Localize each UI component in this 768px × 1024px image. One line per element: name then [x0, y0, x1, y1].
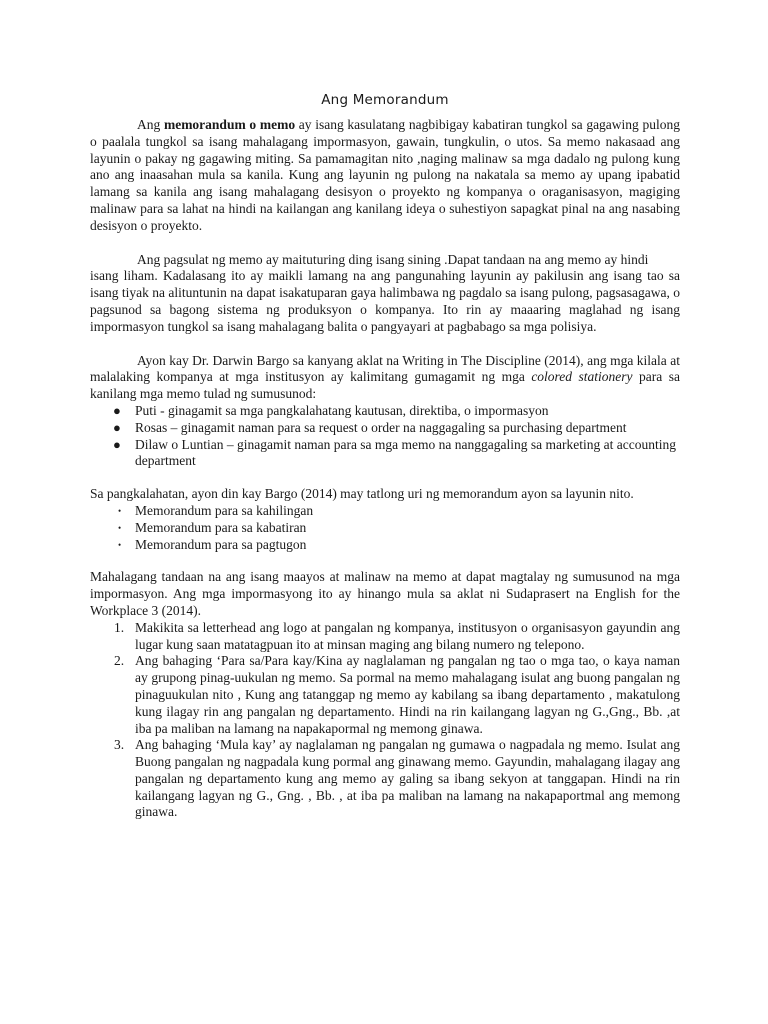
- list-number: 1.: [114, 619, 125, 635]
- list-item-text: Memorandum para sa kahilingan: [135, 502, 314, 518]
- page-title: Ang Memorandum: [321, 92, 449, 108]
- paragraph-information: Mahalagang tandaan na ang isang maayos at malinaw na memo at dapat magtalay ng sumusunod na mga impormasyon. Ang mga impormasyong ito ay hinango mula sa aklat ni Sudaprasert na English for the Workplace 3 (2014).: [90, 569, 680, 618]
- bullet-icon: ●: [113, 436, 121, 452]
- term-colored-stationery: colored stationery: [531, 369, 633, 385]
- bullet-icon: •: [118, 505, 122, 516]
- bullet-icon: •: [118, 522, 122, 533]
- types-list: [90, 503, 680, 553]
- list-item-text: Ang bahaging ‘Para sa/Para kay/Kina ay naglalaman ng pangalan ng tao o mga tao, o kaya naman ay grupong pinag-uukulan ng memo. Sa pormal na memo mahalagang isulat ang buong pangalan ng pinaguukulan nito , Kung ang tatanggap ng memo ay kabilang sa ibang departamento , makatulong kung ilagay rin ang pangalan ng departamento. Hindi na rin kailangang lagyan ng G.,Gng., Bb. ,at iba pa maliban na lamang na napakapormal ng memong ginawa.: [135, 653, 680, 736]
- steps-list: [90, 620, 680, 822]
- list-item-text: Ang bahaging ‘Mula kay’ ay naglalaman ng pangalan ng gumawa o nagpadala ng memo. Isulat ang Buong pangalan ng nagpadala kung pormal ang ginawang memo. Gayundin, mahalagang ilagay ang pangalan ng departamento kung ang memo ay galing sa ibang sekyon at tanggapan. Hindi na rin kailangang lagyan ng G., Gng. , Bb. , at iba pa maliban na lamang na nakapaportmal ang memong ginawa.: [135, 737, 680, 820]
- paragraph-stationery: [90, 353, 680, 403]
- paragraph-writing-line1: Ang pagsulat ng memo ay maituturing ding isang sining .Dapat tandaan na ang memo ay hindi: [137, 251, 649, 267]
- term-memorandum: memorandum o memo: [163, 117, 296, 132]
- list-item-text: Rosas – ginagamit naman para sa request o order na naggagaling sa purchasing department: [135, 419, 627, 435]
- paragraph-stationery-lead: Ayon kay Dr. Darwin Bargo sa kanyang aklat na Writing in The Discipline (2014), ang mga kilala at malalaking kompanya at mga institusyon ay kalimitang gumagamit ng mga: [90, 352, 680, 385]
- paragraph-definition-text: ay isang kasulatang nagbibigay kabatiran tungkol sa gagawing pulong o paalala tungkol sa isang mahalagang impormasyon, gawain, tungkulin, o utos. Sa memo nakasaad ang layunin o pakay ng gagawing miting. Sa pamamagitan nito ,naging malinaw sa mga dadalo ng pulong kung ano ang inaasahan mula sa kanila. Kung ang layunin ng pulong na nakatala sa memo ay upang ipabatid lamang sa kanila ang isang mahalagang desisyon o proyekto ng kompanya o oraganisasyon, magiging malinaw para sa lahat na hindi na kailangan ang kanilang ideya o suhestiyon sapagkat pinal na ang nasabing desisyon o proyekto.: [90, 117, 680, 233]
- list-item: [90, 503, 680, 520]
- paragraph-types: Sa pangkalahatan, ayon din kay Bargo (2014) may tatlong uri ng memorandum ayon sa layunin nito.: [90, 486, 634, 502]
- bullet-icon: •: [118, 539, 122, 550]
- list-item: [90, 403, 680, 420]
- bullet-icon: ●: [113, 419, 121, 435]
- bullet-icon: ●: [113, 402, 121, 418]
- list-item: [90, 737, 680, 821]
- list-item: [90, 620, 680, 654]
- list-number: 2.: [114, 653, 125, 669]
- list-number: 3.: [114, 737, 125, 753]
- list-item: [90, 437, 680, 471]
- list-item-text: Makikita sa letterhead ang logo at pangalan ng kompanya, institusyon o organisasyon gayundin ang lugar kung saan matatagpuan ito at minsan maging ang bilang numero ng telepono.: [135, 619, 680, 652]
- list-item-text: Memorandum para sa kabatiran: [135, 519, 307, 535]
- paragraph-definition: [90, 117, 680, 235]
- paragraph-definition-lead: Ang: [137, 117, 164, 132]
- list-item-text: Memorandum para sa pagtugon: [135, 536, 307, 552]
- list-item-text: Dilaw o Luntian – ginagamit naman para sa mga memo na nanggagaling sa marketing at accounting department: [135, 436, 676, 469]
- paragraph-writing: isang liham. Kadalasang ito ay maikli lamang na ang pangunahing layunin ay pakilusin ang isang tao sa isang tiyak na alituntunin na dapat isakatuparan gaya halimbawa ng pagdalo sa isang pulong, pagsasagawa, o pagsunod sa bagong sistema ng produksyon o kompanya. Ito rin ay maaaring maglahad ng isang impormasyon tungkol sa isang mahalagang balita o pangyayari at pagbabago sa mga polisiya.: [90, 268, 680, 334]
- list-item: [90, 653, 680, 737]
- colors-list: [90, 403, 680, 470]
- list-item-text: Puti - ginagamit sa mga pangkalahatang kautusan, direktiba, o impormasyon: [135, 402, 549, 418]
- list-item: [90, 520, 680, 537]
- paragraph-stationery-text: para sa kanilang mga memo tulad ng sumusunod:: [90, 369, 681, 402]
- list-item: [90, 420, 680, 437]
- list-item: [90, 537, 680, 554]
